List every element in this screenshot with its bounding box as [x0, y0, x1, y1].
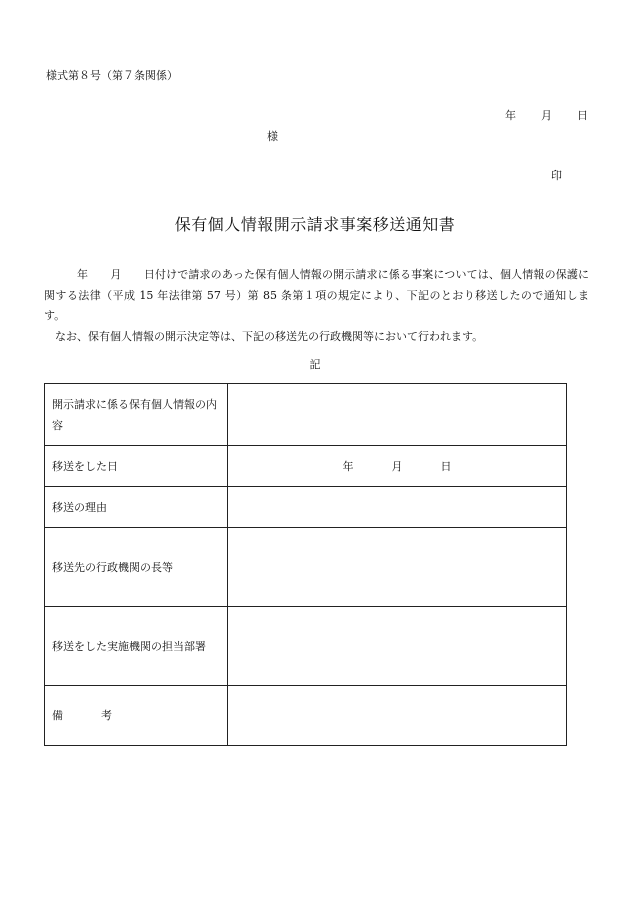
row-value-responsible-department — [228, 607, 567, 686]
seal-mark: 印 — [551, 169, 562, 182]
row-label-requested-info: 開示請求に係る保有個人情報の内容 — [45, 384, 228, 446]
transfer-date-day: 日 — [440, 460, 452, 473]
row-label-transfer-reason: 移送の理由 — [45, 487, 228, 528]
row-value-remarks — [228, 686, 567, 746]
form-number: 様式第８号（第７条関係） — [46, 69, 178, 82]
row-value-destination-agency — [228, 528, 567, 607]
addressee-suffix: 様 — [267, 130, 278, 143]
row-value-transfer-reason — [228, 487, 567, 528]
table-row — [45, 487, 567, 528]
table-row — [45, 607, 567, 686]
date-year: 年 — [505, 109, 516, 122]
table-row — [45, 446, 567, 487]
notice-date — [505, 107, 588, 123]
notice-paragraph-2: なお、保有個人情報の開示決定等は、下記の移送先の行政機関等において行われます。 — [55, 329, 484, 343]
row-value-requested-info — [228, 384, 567, 446]
row-label-responsible-department: 移送をした実施機関の担当部署 — [45, 607, 228, 686]
transfer-details-table — [44, 383, 567, 746]
row-label-transfer-date: 移送をした日 — [45, 446, 228, 487]
transfer-date-year: 年 — [342, 460, 354, 473]
row-label-destination-agency: 移送先の行政機関の長等 — [45, 528, 228, 607]
table-row — [45, 528, 567, 607]
row-label-remarks — [45, 686, 228, 746]
notice-paragraph-1: 年 月 日付けで請求のあった保有個人情報の開示請求に係る事案については、個人情報の保護に関する法律（平成 15 年法律第 57 号）第 85 条第１項の規定により、下記のとおり移送したので通知します。 — [44, 268, 589, 322]
row-value-transfer-date — [228, 446, 567, 487]
notice-body — [44, 265, 589, 347]
date-month: 月 — [541, 109, 552, 122]
ki-heading: 記 — [309, 358, 321, 371]
remarks-char-2: 考 — [101, 709, 112, 722]
date-day: 日 — [577, 109, 588, 122]
table-row — [45, 384, 567, 446]
remarks-char-1: 備 — [52, 709, 63, 722]
transfer-date-month: 月 — [391, 460, 403, 473]
table-row — [45, 686, 567, 746]
document-title: 保有個人情報開示請求事案移送通知書 — [174, 215, 456, 234]
